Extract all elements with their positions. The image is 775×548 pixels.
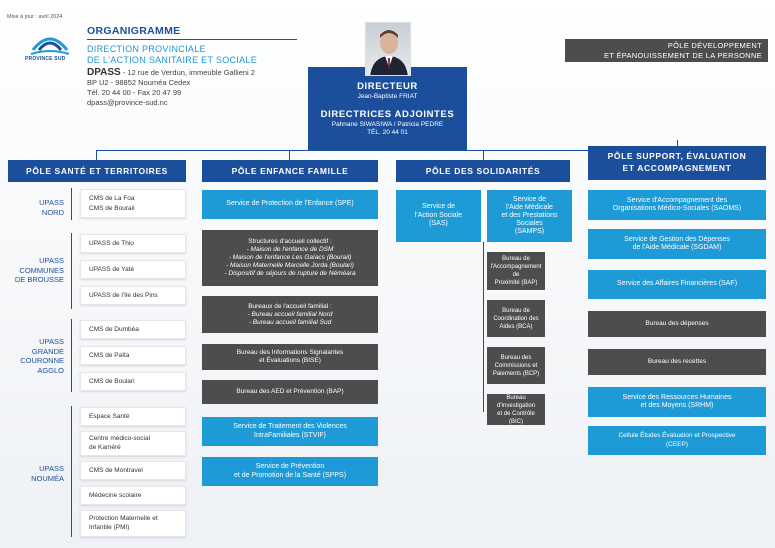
cms-la-foa-bourail: CMS de La Foa CMS de Bourail	[80, 189, 186, 218]
upass-agglo-label-4: AGGLO	[37, 365, 64, 375]
connector-pole-3	[483, 150, 484, 160]
pole-solidarites-header: PÔLE DES SOLIDARITÉS	[396, 160, 570, 182]
contact-block	[87, 68, 255, 108]
upass-noumea-label	[10, 464, 64, 483]
connector-pole-2	[289, 150, 290, 160]
pole-sante-header: PÔLE SANTÉ ET TERRITOIRES	[8, 160, 186, 182]
phone-fax: Tél. 20 44 00 - Fax 20 47 99	[87, 88, 182, 97]
bureau-nord: - Bureau accueil familial Nord	[247, 310, 333, 318]
director-name: Jean-Baptiste FRIAT	[357, 93, 418, 100]
medecine-scolaire: Médecine scolaire	[80, 486, 186, 505]
direction-line-2: DE L'ACTION SANITAIRE ET SOCIALE	[87, 55, 258, 65]
structure-gaiacs: - Maison de l'enfance Les Gaïacs (Bourail)	[228, 254, 352, 261]
bureau-sud: - Bureau accueil familial Sud	[248, 318, 332, 326]
pole-developpement-banner	[565, 39, 768, 62]
bracket-agglo	[71, 319, 72, 392]
upass-brousse-label-1: UPASS	[39, 256, 64, 265]
director-photo	[365, 22, 411, 76]
pole-enfance-header: PÔLE ENFANCE FAMILLE	[202, 160, 378, 182]
cms-montravel: CMS de Montravel	[80, 461, 186, 480]
service-saoms: Service d'Accompagnement des Organisations Médico-Sociales (SAOMS)	[588, 190, 766, 220]
service-srhm: Service des Ressources Humaines et des Moyens (SRHM)	[588, 387, 766, 417]
email: dpass@province-sud.nc	[87, 98, 168, 107]
pole-support-title-2: ET ACCOMPAGNEMENT	[622, 162, 732, 173]
upass-noumea-label-2: NOUMÉA	[31, 473, 64, 483]
title-divider	[87, 39, 297, 40]
address: - 12 rue de Verdun, immeuble Gallieni 2	[120, 68, 255, 77]
service-sgdam: Service de Gestion des Dépenses de l'Aide Médicale (SGDAM)	[588, 229, 766, 259]
bureau-depenses: Bureau des dépenses	[588, 311, 766, 337]
pmi: Protection Maternelle et Infantile (PMI)	[80, 510, 186, 537]
bureau-bise: Bureau des Informations Signalantes et Évaluations (BISE)	[202, 344, 378, 370]
service-saf: Service des Affaires Financières (SAF)	[588, 270, 766, 299]
bureau-bcp: Bureau des Commissions et Paiements (BCP)	[487, 347, 545, 384]
service-samps: Service de l'Aide Médicale et des Prestations Sociales (SAMPS)	[487, 190, 572, 242]
bracket-brousse	[71, 233, 72, 309]
upass-brousse-label	[10, 256, 64, 285]
upass-agglo-label-2: GRANDE	[31, 346, 64, 356]
pole-support-header	[588, 146, 766, 180]
service-spe: Service de Protection de l'Enfance (SPE)	[202, 190, 378, 219]
upass-noumea-label-1: UPASS	[39, 464, 64, 473]
update-date: Mise à jour : avril 2024	[7, 14, 63, 20]
bureau-bic: Bureau d'Investigation et de Contrôle (BIC)	[487, 394, 545, 425]
structure-dsm: - Maison de l'enfance de DSM	[246, 246, 334, 253]
structure-maison-maternelle: - Maison Maternelle Marcelle Jorda (Boulari)	[226, 262, 354, 269]
bureau-bca: Bureau de Coordination des Aides (BCA)	[487, 300, 545, 337]
pole-dev-line-2: ET ÉPANOUISSEMENT DE LA PERSONNE	[604, 50, 762, 60]
upass-agglo-label-3: COURONNE	[20, 356, 64, 365]
cms-dumbea: CMS de Dumbéa	[80, 320, 186, 339]
cellule-ceep: Cellule Études Évaluation et Prospective (CEEP)	[588, 426, 766, 455]
deputies-title: DIRECTRICES ADJOINTES	[320, 109, 455, 120]
director-title: DIRECTEUR	[357, 81, 418, 92]
upass-yate: UPASS de Yaté	[80, 260, 186, 279]
service-stvif: Service de Traitement des Violences IntraFamiliales (STVIF)	[202, 417, 378, 446]
pole-dev-line-1: PÔLE DÉVELOPPEMENT	[667, 41, 762, 50]
page-title: ORGANIGRAMME	[87, 25, 181, 37]
dpass-label: DPASS	[87, 67, 121, 78]
bureau-bap-enfance: Bureau des AED et Prévention (BAP)	[202, 380, 378, 404]
service-spps: Service de Prévention et de Promotion de la Santé (SPPS)	[202, 457, 378, 486]
upass-agglo-label-1: UPASS	[39, 337, 64, 346]
bracket-noumea	[71, 406, 72, 537]
upass-nord-label	[14, 198, 64, 217]
cms-boulari: CMS de Boulari	[80, 372, 186, 391]
service-sas: Service de l'Action Sociale (SAS)	[396, 190, 481, 242]
connector-pole-1	[96, 150, 97, 160]
bp: BP U2 - 98852 Nouméa Cedex	[87, 78, 191, 87]
director-phone: TÉL. 20 44 01	[367, 129, 408, 136]
bureau-recettes: Bureau des recettes	[588, 349, 766, 375]
director-box	[308, 67, 467, 150]
upass-ile-des-pins: UPASS de l'Ile des Pins	[80, 286, 186, 305]
direction-name	[87, 44, 257, 66]
upass-nord-label-2: NORD	[41, 207, 64, 217]
bureaux-title: Bureaux de l'accueil familial :	[248, 302, 332, 310]
pole-support-title-1: PÔLE SUPPORT, ÉVALUATION	[607, 151, 747, 161]
upass-brousse-label-3: DE BROUSSE	[14, 275, 64, 284]
structures-accueil-collectif	[202, 230, 378, 286]
espace-sante: Espace Santé	[80, 407, 186, 426]
cms-kamere: Centre médico-social de Kaméré	[80, 431, 186, 456]
cms-paita: CMS de Païta	[80, 346, 186, 365]
structure-nemeara: - Dispositif de séjours de rupture de Néméara	[224, 270, 356, 277]
bracket-nord	[71, 188, 72, 220]
direction-line-1: DIRECTION PROVINCIALE	[87, 44, 206, 54]
upass-brousse-label-2: COMMUNES	[19, 265, 64, 275]
bureau-bap-solidarites: Bureau de l'Accompagnement de Proximité (BAP)	[487, 252, 545, 290]
bureaux-accueil-familial	[202, 296, 378, 333]
structures-title: Structures d'accueil collectif :	[248, 238, 332, 245]
upass-agglo-label	[10, 337, 64, 375]
samps-connector	[483, 242, 484, 412]
upass-nord-label-1: UPASS	[39, 198, 64, 207]
upass-thio: UPASS de Thio	[80, 234, 186, 253]
deputies-names: Pahnane SIWASIWA / Patricia PEDRE	[331, 121, 444, 128]
logo-text: PROVINCE SUD	[25, 56, 66, 62]
